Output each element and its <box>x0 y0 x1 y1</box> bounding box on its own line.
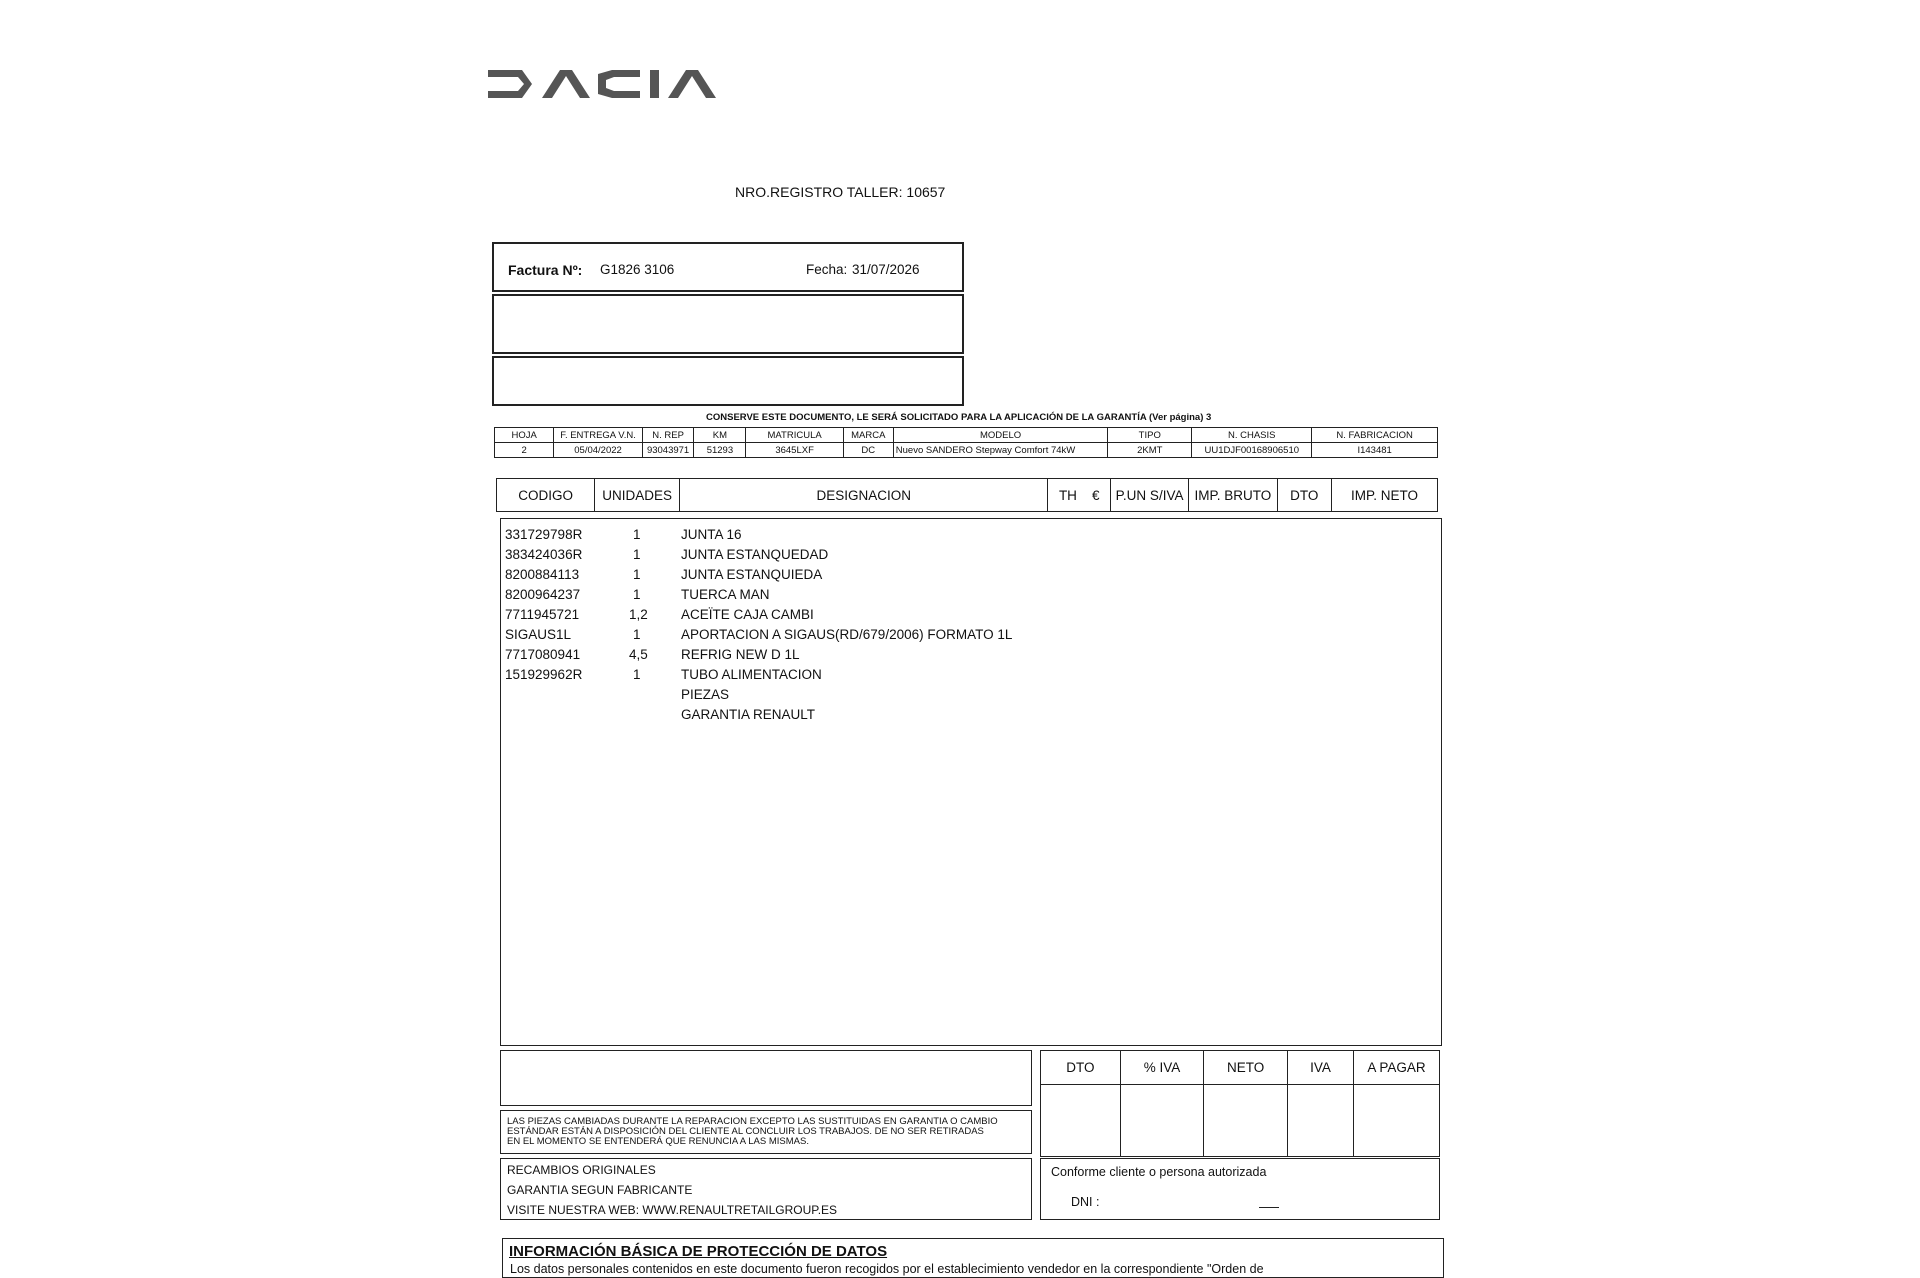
col-bruto: IMP. BRUTO <box>1189 479 1277 512</box>
dni-line <box>1259 1207 1279 1208</box>
dni-label: DNI : <box>1071 1195 1100 1209</box>
item-unidades: 1 <box>633 527 641 542</box>
vehicle-value-modelo: Nuevo SANDERO Stepway Comfort 74kW <box>893 443 1108 458</box>
vehicle-header-chasis: N. CHASIS <box>1192 428 1312 443</box>
totals-table <box>1040 1050 1440 1157</box>
vehicle-header-marca: MARCA <box>843 428 893 443</box>
item-codigo: 151929962R <box>505 667 583 682</box>
vehicle-value-tipo: 2KMT <box>1108 443 1192 458</box>
item-designacion: GARANTIA RENAULT <box>681 707 816 722</box>
totals-header-neto: NETO <box>1204 1051 1288 1085</box>
vehicle-value-hoja: 2 <box>495 443 554 458</box>
address-box <box>492 356 964 406</box>
remarks-box <box>500 1050 1032 1106</box>
dacia-logo <box>488 70 728 98</box>
item-designacion: JUNTA 16 <box>681 527 742 542</box>
item-unidades: 1 <box>633 547 641 562</box>
vehicle-header-matricula: MATRICULA <box>746 428 843 443</box>
item-codigo: 7717080941 <box>505 647 581 662</box>
item-unidades: 1 <box>633 627 641 642</box>
col-neto: IMP. NETO <box>1332 479 1438 512</box>
registro-label: NRO.REGISTRO TALLER: <box>735 184 903 200</box>
vehicle-value-marca: DC <box>843 443 893 458</box>
footer-left-box <box>500 1158 1032 1220</box>
item-codigo: 383424036R <box>505 547 583 562</box>
vehicle-table <box>494 427 1438 458</box>
data-protection-text: Los datos personales contenidos en este documento fueron recogidos por el establecimiento vendedor en la correspondiente "Orden de <box>510 1262 1264 1276</box>
parts-notice-line: ESTÁNDAR ESTÁN A DISPOSICIÓN DEL CLIENTE AL CONCLUIR LOS TRABAJOS. DE NO SER RETIRADAS <box>507 1126 984 1137</box>
item-codigo: 331729798R <box>505 527 583 542</box>
totals-value-iva <box>1288 1085 1354 1157</box>
item-designacion: TUBO ALIMENTACION <box>681 667 822 682</box>
col-th <box>1048 479 1110 512</box>
item-unidades: 1 <box>633 587 641 602</box>
lines-box <box>500 518 1442 1046</box>
col-designacion: DESIGNACION <box>680 479 1048 512</box>
vehicle-header-fabricacion: N. FABRICACION <box>1312 428 1438 443</box>
item-codigo: 7711945721 <box>505 607 580 622</box>
item-codigo: SIGAUS1L <box>505 627 572 642</box>
totals-value-iva-pct <box>1120 1085 1203 1157</box>
signature-box <box>1040 1158 1440 1220</box>
factura-label: Factura Nº: <box>508 262 583 278</box>
parts-notice-line: EN EL MOMENTO SE ENTENDERÁ QUE RENUNCIA A LAS MISMAS. <box>507 1136 809 1147</box>
totals-value-apagar <box>1353 1085 1439 1157</box>
totals-value-dto <box>1041 1085 1121 1157</box>
item-designacion: PIEZAS <box>681 687 730 702</box>
vehicle-value-matricula: 3645LXF <box>746 443 843 458</box>
totals-header-iva-pct: % IVA <box>1120 1051 1203 1085</box>
item-designacion: JUNTA ESTANQUEDAD <box>681 547 829 562</box>
item-designacion: TUERCA MAN <box>681 587 770 602</box>
client-box <box>492 294 964 354</box>
item-unidades: 4,5 <box>629 647 648 662</box>
item-unidades: 1 <box>633 567 641 582</box>
vehicle-value-fentrega: 05/04/2022 <box>554 443 643 458</box>
footer-left-line: RECAMBIOS ORIGINALES <box>507 1163 656 1177</box>
data-protection-title: INFORMACIÓN BÁSICA DE PROTECCIÓN DE DATOS <box>509 1243 888 1260</box>
footer-left-line: VISITE NUESTRA WEB: WWW.RENAULTRETAILGROUP.ES <box>507 1203 838 1217</box>
col-unidades: UNIDADES <box>595 479 680 512</box>
vehicle-value-nrep: 93043971 <box>642 443 694 458</box>
conserve-notice: CONSERVE ESTE DOCUMENTO, LE SERÁ SOLICITADO PARA LA APLICACIÓN DE LA GARANTÍA (Ver página) 3 <box>706 412 1212 423</box>
totals-value-neto <box>1204 1085 1288 1157</box>
item-designacion: APORTACION A SIGAUS(RD/679/2006) FORMATO 1L <box>681 627 1013 642</box>
vehicle-header-row <box>495 428 1438 443</box>
item-unidades: 1 <box>633 667 641 682</box>
vehicle-header-km: KM <box>694 428 746 443</box>
item-designacion: JUNTA ESTANQUIEDA <box>681 567 823 582</box>
totals-header-apagar: A PAGAR <box>1353 1051 1439 1085</box>
vehicle-value-km: 51293 <box>694 443 746 458</box>
col-th-label: TH <box>1058 487 1077 503</box>
col-codigo: CODIGO <box>497 479 595 512</box>
vehicle-header-modelo: MODELO <box>893 428 1108 443</box>
vehicle-header-hoja: HOJA <box>495 428 554 443</box>
footer-left-line: GARANTIA SEGUN FABRICANTE <box>507 1183 693 1197</box>
totals-header-iva: IVA <box>1288 1051 1354 1085</box>
vehicle-value-row <box>495 443 1438 458</box>
item-unidades: 1,2 <box>629 607 648 622</box>
parts-notice-line: LAS PIEZAS CAMBIADAS DURANTE LA REPARACION EXCEPTO LAS SUSTITUIDAS EN GARANTIA O CAMBIO <box>507 1116 998 1127</box>
item-designacion: REFRIG NEW D 1L <box>681 647 800 662</box>
vehicle-header-tipo: TIPO <box>1108 428 1192 443</box>
totals-header-dto: DTO <box>1041 1051 1121 1085</box>
vehicle-value-fabricacion: I143481 <box>1312 443 1438 458</box>
vehicle-value-chasis: UU1DJF00168906510 <box>1192 443 1312 458</box>
vehicle-header-nrep: N. REP <box>642 428 694 443</box>
vehicle-header-fentrega: F. ENTREGA V.N. <box>554 428 643 443</box>
item-designacion: ACEÏTE CAJA CAMBI <box>681 607 814 622</box>
item-codigo: 8200964237 <box>505 587 581 602</box>
fecha-label: Fecha: <box>806 262 848 277</box>
col-pun: P.UN S/IVA <box>1110 479 1188 512</box>
registro-taller <box>735 184 945 200</box>
col-currency: € <box>1091 487 1100 503</box>
lines-header <box>496 478 1438 512</box>
registro-value: 10657 <box>906 184 946 200</box>
factura-number: G1826 3106 <box>600 262 675 277</box>
factura-box <box>492 242 964 292</box>
item-codigo: 8200884113 <box>505 567 580 582</box>
conforme-label: Conforme cliente o persona autorizada <box>1051 1165 1267 1179</box>
fecha-value: 31/07/2026 <box>852 262 920 277</box>
col-dto: DTO <box>1277 479 1332 512</box>
parts-notice-box <box>500 1110 1032 1154</box>
